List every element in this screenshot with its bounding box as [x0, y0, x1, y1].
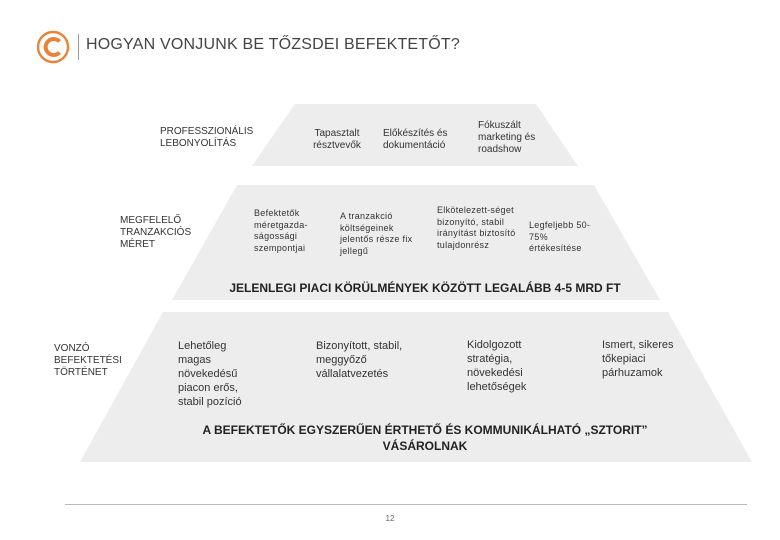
- footer-divider: [65, 504, 747, 505]
- band-title-story-line2: VÁSÁROLNAK: [382, 439, 468, 453]
- item-proven-management: Bizonyított, stabil, meggyőző vállalatvezetés: [316, 340, 403, 380]
- side-label-professional-execution: PROFESSZIONÁLIS LEBONYOLÍTÁS: [160, 126, 254, 149]
- item-max-sale-share: Legfeljebb 50-75% értékesítése: [529, 220, 591, 253]
- item-strategy-growth: Kidolgozott stratégia, növekedési lehetőségek: [467, 339, 527, 393]
- item-experienced-participants: Tapasztalt résztvevők: [313, 128, 361, 151]
- side-label-investment-story: VONZÓ BEFEKTETÉSI TÖRTÉNET: [54, 343, 122, 378]
- item-preparation-documentation: Előkészítés és dokumentáció: [383, 128, 448, 151]
- item-strong-market-position: Lehetőleg magas növekedésű piacon erős, stabil pozíció: [178, 340, 242, 408]
- band-title-story-line1: A BEFEKTETŐK EGYSZERŰEN ÉRTHETŐ ÉS KOMMUNIKÁLHATÓ „SZTORIT”: [202, 423, 648, 437]
- page-number: 12: [385, 514, 395, 523]
- band-title-story: [140, 422, 710, 454]
- item-focused-marketing-roadshow: Fókuszált marketing és roadshow: [478, 120, 536, 155]
- item-stable-control-stake: Elkötelezett-séget bizonyító, stabil irányítást biztosító tulajdonrész: [437, 205, 516, 250]
- page-title: HOGYAN VONJUNK BE TŐZSDEI BEFEKTETŐT?: [86, 36, 460, 53]
- band-title-min-size: JELENLEGI PIACI KÖRÜLMÉNYEK KÖZÖTT LEGALÁBB 4-5 MRD FT: [229, 281, 621, 295]
- side-label-transaction-size: MEGFELELŐ TRANZAKCIÓS MÉRET: [120, 215, 192, 250]
- item-fixed-transaction-costs: A tranzakció költségeinek jelentős része fix jellegű: [340, 211, 413, 256]
- item-investor-economies-of-scale: Befektetők méretgazda-ságossági szempontjai: [254, 208, 308, 253]
- item-capital-market-peers: Ismert, sikeres tőkepiaci párhuzamok: [602, 339, 674, 379]
